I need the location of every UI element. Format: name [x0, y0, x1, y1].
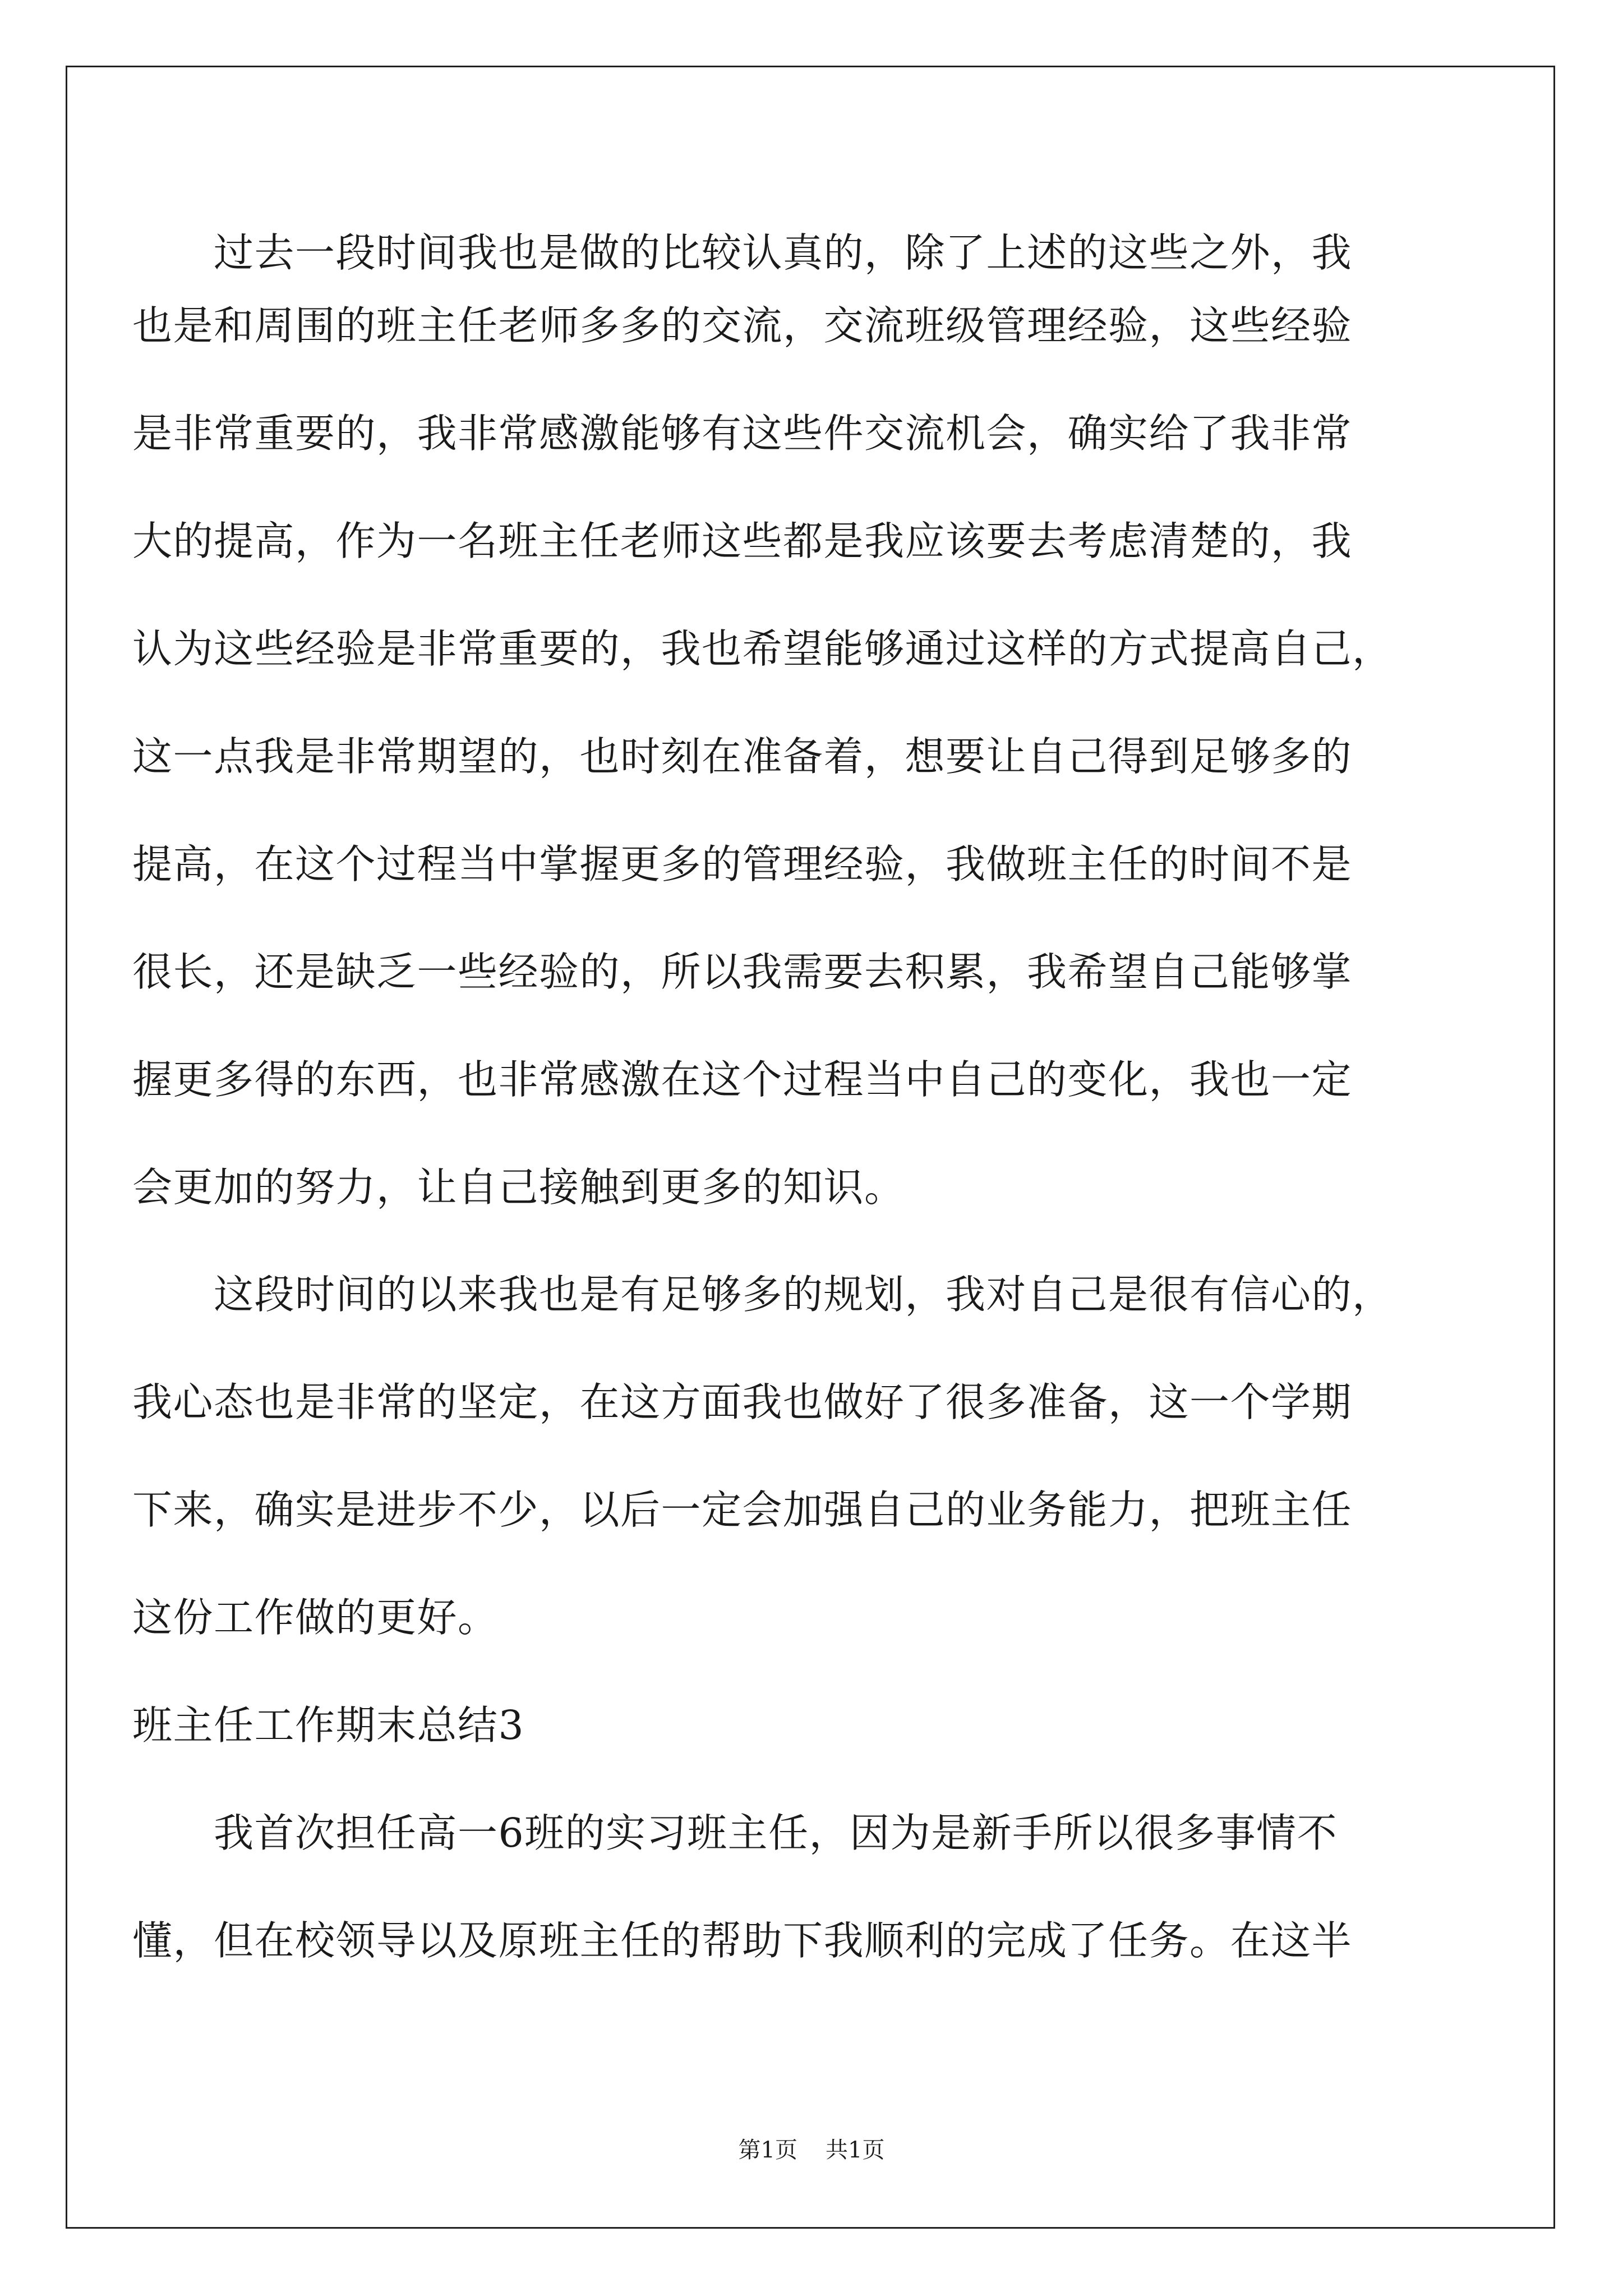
paragraph-line: 这份工作做的更好。: [132, 1594, 499, 1641]
paragraph-line: 认为这些经验是非常重要的，我也希望能够通过这样的方式提高自己，: [132, 625, 1393, 672]
page-total: 共1页: [826, 2137, 885, 2163]
paragraph-line: 提高，在这个过程当中掌握更多的管理经验，我做班主任的时间不是: [132, 841, 1353, 887]
paragraph-line: 过去一段时间我也是做的比较认真的，除了上述的这些之外，我: [214, 229, 1353, 276]
page-number: 第1页: [738, 2137, 797, 2163]
paragraph-line: 很长，还是缺乏一些经验的，所以我需要去积累，我希望自己能够掌: [132, 949, 1353, 995]
page-border: [66, 66, 1555, 2229]
paragraph-line: 会更加的努力，让自己接触到更多的知识。: [132, 1164, 905, 1211]
paragraph-line: 握更多得的东西，也非常感激在这个过程当中自己的变化，我也一定: [132, 1056, 1353, 1103]
paragraph-line: 我心态也是非常的坚定，在这方面我也做好了很多准备，这一个学期: [132, 1379, 1353, 1425]
paragraph-line: 也是和周围的班主任老师多多的交流，交流班级管理经验，这些经验: [132, 302, 1353, 349]
paragraph-line: 大的提高，作为一名班主任老师这些都是我应该要去考虑清楚的，我: [132, 518, 1353, 564]
paragraph-line: 这一点我是非常期望的，也时刻在准备着，想要让自己得到足够多的: [132, 733, 1353, 780]
paragraph-line: 这段时间的以来我也是有足够多的规划，我对自己是很有信心的，: [214, 1271, 1393, 1318]
paragraph-line: 是非常重要的，我非常感激能够有这些件交流机会，确实给了我非常: [132, 410, 1353, 457]
paragraph-line: 我首次担任高一6班的实习班主任，因为是新手所以很多事情不: [214, 1810, 1338, 1856]
paragraph-line: 下来，确实是进步不少，以后一定会加强自己的业务能力，把班主任: [132, 1487, 1353, 1533]
page-footer: [0, 2139, 1623, 2161]
paragraph-line: 懂，但在校领导以及原班主任的帮助下我顺利的完成了任务。在这半: [132, 1917, 1353, 1964]
section-heading: 班主任工作期末总结3: [132, 1702, 525, 1749]
